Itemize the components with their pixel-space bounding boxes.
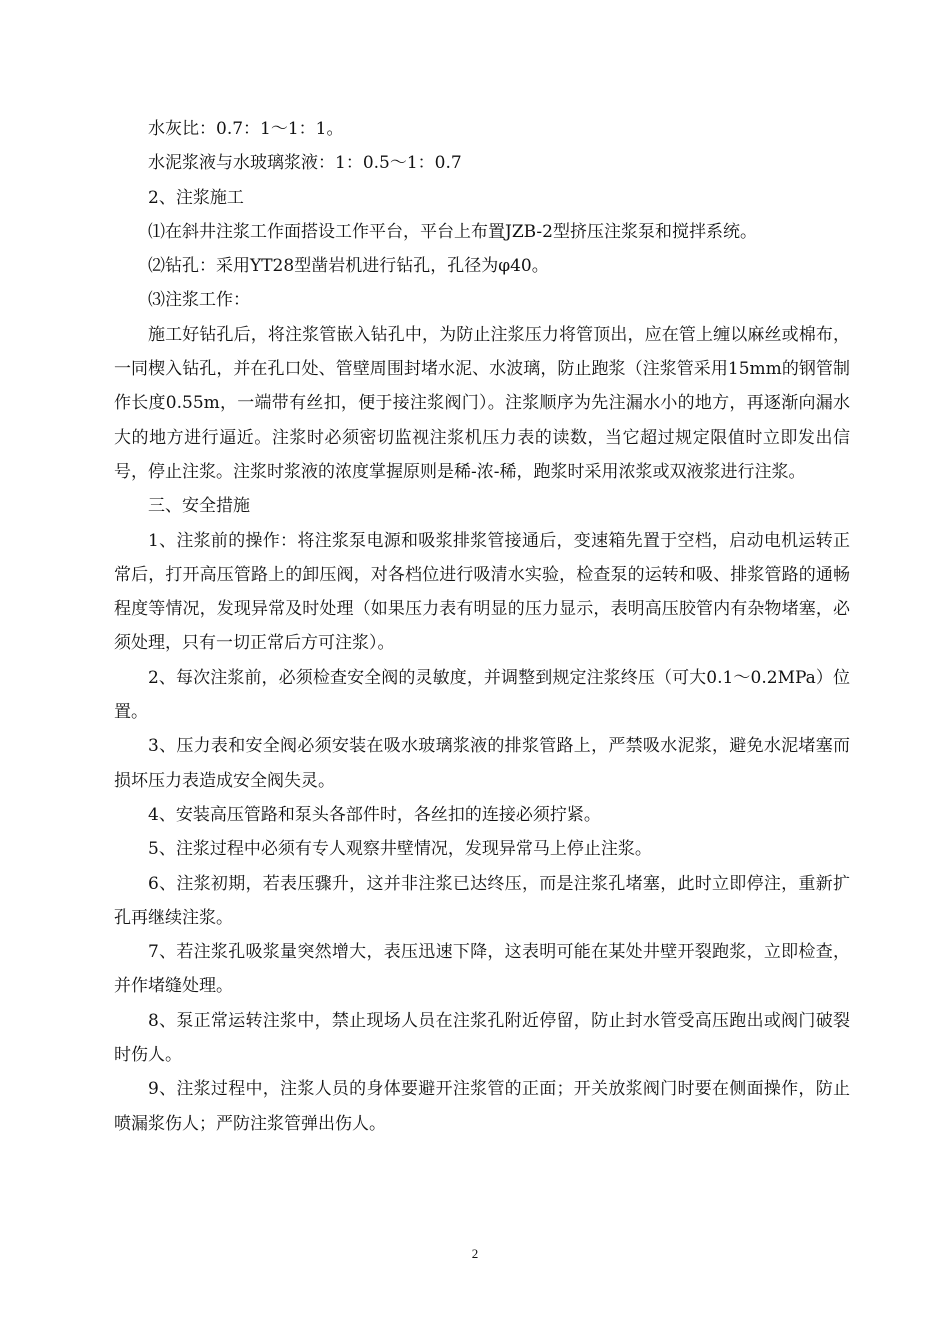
paragraph: 施工好钻孔后，将注浆管嵌入钻孔中，为防止注浆压力将管顶出，应在管上缠以麻丝或棉布，一同楔入钻孔，并在孔口处、管壁周围封堵水泥、水波璃，防止跑浆（注浆管采用15mm的钢管制作长度0.55m，一端带有丝扣，便于接注浆阀门）。注浆顺序为先注漏水小的地方，再逐渐向漏水大的地方进行逼近。注浆时必须密切监视注浆机压力表的读数，当它超过规定限值时立即发出信号，停止注浆。注浆时浆液的浓度掌握原则是稀-浓-稀，跑浆时采用浓浆或双液浆进行注浆。: [114, 324, 850, 482]
paragraph: 2、每次注浆前，必须检查安全阀的灵敏度，并调整到规定注浆终压（可大0.1～0.2MPa）位置。: [114, 667, 850, 723]
paragraph: ⑶注浆工作：: [148, 290, 250, 311]
page-number: 2: [471, 1246, 479, 1261]
section-heading: 三、安全措施: [148, 496, 250, 517]
section-heading: 2、注浆施工: [148, 187, 244, 208]
paragraph: 4、安装高压管路和泵头各部件时，各丝扣的连接必须拧紧。: [148, 804, 601, 825]
paragraph: 9、注浆过程中，注浆人员的身体要避开注浆管的正面；开关放浆阀门时要在侧面操作，防止喷漏浆伤人；严防注浆管弹出伤人。: [114, 1079, 850, 1134]
paragraph: 6、注浆初期，若表压骤升，这并非注浆已达终压，而是注浆孔堵塞，此时立即停注，重新扩孔再继续注浆。: [114, 873, 850, 928]
document-body: [114, 112, 850, 1141]
paragraph: ⑴在斜井注浆工作面搭设工作平台，平台上布置JZB-2型挤压注浆泵和搅拌系统。: [148, 221, 757, 242]
paragraph: 1、注浆前的操作：将注浆泵电源和吸浆排浆管接通后，变速箱先置于空档，启动电机运转正常后，打开高压管路上的卸压阀，对各档位进行吸清水实验，检查泵的运转和吸、排浆管路的通畅程度等情况，发现异常及时处理（如果压力表有明显的压力显示，表明高压胶管内有杂物堵塞，必须处理，只有一切正常后方可注浆）。: [114, 530, 850, 654]
paragraph: 7、若注浆孔吸浆量突然增大，表压迅速下降，这表明可能在某处井壁开裂跑浆，立即检查，并作堵缝处理。: [114, 942, 850, 997]
paragraph: 水灰比：0.7：1～1：1。: [148, 119, 344, 139]
paragraph: 水泥浆液与水玻璃浆液：1：0.5～1：0.7: [148, 153, 462, 174]
paragraph: 5、注浆过程中必须有专人观察井壁情况，发现异常马上停止注浆。: [148, 839, 652, 860]
paragraph: 8、泵正常运转注浆中，禁止现场人员在注浆孔附近停留，防止封水管受高压跑出或阀门破裂时伤人。: [114, 1010, 850, 1066]
paragraph: ⑵钻孔：采用YT28型凿岩机进行钻孔，孔径为φ40。: [148, 256, 549, 277]
paragraph: 3、压力表和安全阀必须安装在吸水玻璃浆液的排浆管路上，严禁吸水泥浆，避免水泥堵塞而损坏压力表造成安全阀失灵。: [114, 736, 850, 791]
